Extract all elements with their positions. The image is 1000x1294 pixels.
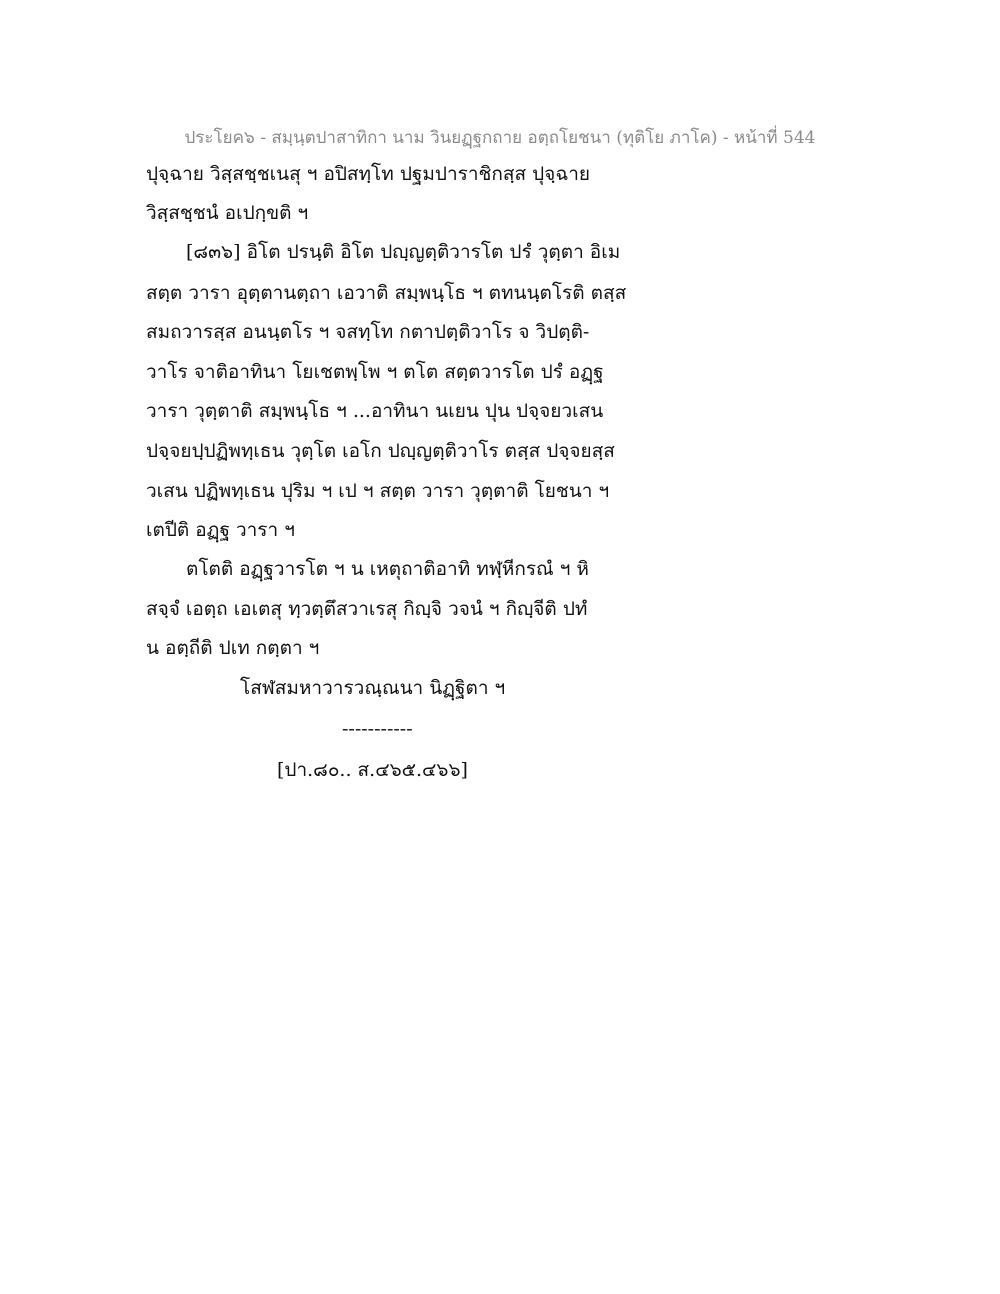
- body-line-2: วิสฺสชฺชนํ อเปกฺขติ ฯ: [146, 202, 309, 224]
- body-line-12: สจฺจํ เอตฺถ เอเตสุ ทฺวตฺตึสวาเรสุ กิญฺจิ วจนํ ฯ กิญฺจีติ ปทํ: [146, 598, 588, 620]
- body-line-6: วาโร จาติอาทินา โยเชตพฺโพ ฯ ตโต สตฺตวารโต ปรํ อฏฺฐ: [146, 361, 604, 383]
- body-line-13: น อตฺถีติ ปเท กตฺตา ฯ: [146, 637, 320, 659]
- body-line-7: วารา วุตฺตาติ สมฺพนฺโธ ฯ ...อาทินา นเยน ปุน ปจฺจยวเสน: [146, 400, 604, 422]
- body-line-10: เตปีติ อฏฺฐ วารา ฯ: [146, 519, 295, 541]
- body-line-9: วเสน ปฏิพทฺเธน ปุริม ฯ เป ฯ สตฺต วารา วุตฺตาติ โยชนา ฯ: [146, 480, 610, 502]
- body-line-11: ตโตติ อฏฺฐวารโต ฯ น เหตุถาติอาทิ ทฬฺหีกรณํ ฯ หิ: [186, 558, 589, 580]
- body-line-8: ปจฺจยปฺปฏิพทฺเธน วุตฺโต เอโก ปญฺญตฺติวาโร ตสฺส ปจฺจยสฺส: [146, 440, 615, 462]
- body-line-1: ปุจฺฉาย วิสฺสชฺชเนสุ ฯ อปิสทฺโท ปฐมปาราชิกสฺส ปุจฺฉาย: [146, 163, 591, 185]
- separator: -----------: [342, 718, 413, 740]
- body-line-4: สตฺต วารา อุตฺตานตฺถา เอวาติ สมฺพนฺโธ ฯ ตทนนฺตโรติ ตสฺส: [146, 282, 627, 304]
- body-line-5: สมถวารสฺส อนนฺตโร ฯ จสทฺโท กตาปตฺติวาโร จ วิปตฺติ-: [146, 321, 590, 343]
- closing-line: โสฬสมหาวารวณฺณนา นิฏฺฐิตา ฯ: [240, 677, 506, 699]
- reference-line: [ปา.๘๐.. ส.๔๖๕.๔๖๖]: [277, 759, 468, 781]
- page-header: ประโยค๖ - สมฺนฺตปาสาทิกา นาม วินยฏฺฐกถาย อตฺถโยชนา (ทุติโย ภาโค) - หน้าที่ 544: [184, 128, 816, 148]
- body-line-3: [๘๓๖] อิโต ปรนฺติ อิโต ปญฺญตฺติวารโต ปรํ วุตฺตา อิเม: [186, 241, 621, 263]
